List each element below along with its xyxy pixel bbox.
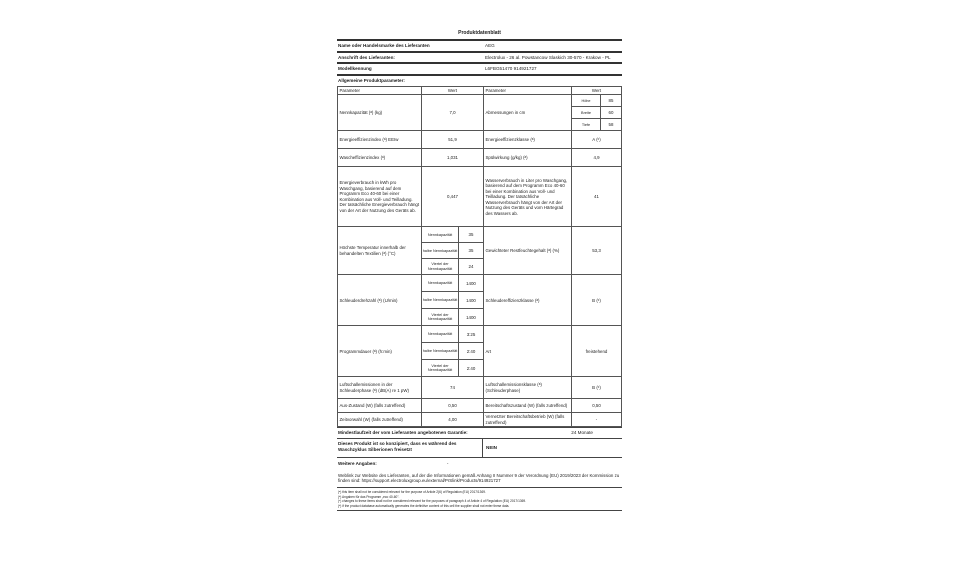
table-row	[338, 326, 622, 377]
footnote: (ᶜ) changes to these items shall not be considered relevant for the purposes of paragraph 4 of Article 4 of Regulation (EU) 2017/1369.	[338, 499, 527, 504]
sub-label: Tiefe	[572, 119, 601, 130]
sub-label: halbe Nennkapazität	[422, 292, 459, 308]
sub-value: 35	[468, 232, 474, 238]
sub-value: 1400	[466, 280, 476, 286]
col-value: Wert	[422, 86, 484, 95]
sub-label: Viertel der Nennkapazität	[422, 309, 459, 325]
sub-label: Viertel der Nennkapazität	[422, 259, 459, 274]
cell-value: B (ᶜ)	[572, 377, 622, 399]
further-label: Weitere Angaben:	[338, 461, 377, 467]
cell-value: 74	[422, 377, 484, 399]
sub-label: Höhe	[572, 95, 601, 106]
table-row	[338, 167, 622, 227]
cell-value: freistehend	[572, 326, 622, 377]
product-data-sheet	[337, 30, 622, 511]
sub-value: 1400	[466, 314, 476, 320]
spin-speed-cell	[422, 275, 484, 326]
guarantee-label: Mindestlaufzeit der vom Lieferanten angebotenen Garantie:	[338, 430, 468, 436]
cell-label: Vernetzter Bereitschaftsbetrieb (W) (falls zutreffend)	[484, 413, 572, 427]
col-param: Parameter	[338, 86, 422, 95]
cell-value: 0,50	[422, 399, 484, 413]
max-temp-cell	[422, 227, 484, 275]
sub-value: 24	[468, 264, 474, 270]
further-value: -	[446, 461, 449, 467]
silver-value: NEIN	[486, 445, 497, 451]
cell-value: B (ᶜ)	[572, 275, 622, 326]
table-row	[338, 131, 622, 149]
general-params-row	[337, 74, 622, 86]
table-row	[338, 95, 622, 131]
sub-label: Nennkapazität	[422, 227, 459, 242]
further-info-row	[337, 457, 622, 470]
duration-cell	[422, 326, 484, 377]
table-row	[338, 275, 622, 326]
guarantee-row	[337, 427, 622, 438]
cell-value: 4,9	[572, 149, 622, 167]
cell-label: Art	[484, 326, 572, 377]
sub-value: 35	[468, 248, 474, 254]
cell-value: 53,3	[572, 227, 622, 275]
cell-value: A (ᶜ)	[572, 131, 622, 149]
supplier-address-row	[337, 51, 622, 63]
col-param: Parameter	[484, 86, 572, 95]
cell-label: Gewichteter Restfeuchtegehalt (ᵃ) (%)	[484, 227, 572, 275]
cell-label: Waschefﬁzienzindex (ᵃ)	[338, 149, 422, 167]
cell-label: Programmdauer (ᵃ) (h:min)	[338, 326, 422, 377]
sub-label: halbe Nennkapazität	[422, 243, 459, 258]
cell-value: 0,447	[422, 167, 484, 227]
cell-value: 41	[572, 167, 622, 227]
footnotes	[337, 487, 622, 512]
sub-label: Breite	[572, 107, 601, 118]
cell-value: 7,0	[422, 95, 484, 131]
footnote: (ᵃ) this item shall not be considered relevant for the purpose of Article 2(6) of Regulation (EU) 2017/1369.	[338, 489, 486, 494]
cell-label: Wasserverbrauch in Liter pro Waschgang, basierend auf dem Programm Eco 40-60 bei einer Kombination aus Voll- und Teilladung. Der tatsächliche Wasserverbrauch hängt von der Art der Nutzung des Geräts und vom Härtegrad des Wassers ab.	[484, 167, 572, 227]
table-row	[338, 413, 622, 427]
sub-label: Viertel der Nennkapazität	[422, 360, 459, 376]
table-row	[338, 377, 622, 399]
table-row	[338, 399, 622, 413]
cell-label: Nennkapazität (ᵃ) (kg)	[338, 95, 422, 131]
cell-label: Schleuderdrehzahl (ᵃ) (U/min)	[338, 275, 422, 326]
row-label: Name oder Handelsmarke des Lieferanten	[338, 43, 430, 48]
table-row	[338, 149, 622, 167]
cell-label: Spülwirkung (g/kg) (ᵃ)	[484, 149, 572, 167]
row-value: Electrolux - 26 al. Powstancow Slaskich 30-570 - Krakow - PL	[485, 54, 611, 60]
cell-label: Luftschallemissionsklasse (ᵃ) (Schleuderphase)	[484, 377, 572, 399]
sub-value: 60	[608, 110, 614, 116]
cell-value: 51,9	[422, 131, 484, 149]
row-value: L6FBG51470 914921727	[485, 66, 537, 72]
silver-ions-row	[337, 438, 622, 457]
cell-label: Abmessungen in cm	[484, 95, 572, 131]
sub-value: 85	[608, 98, 614, 104]
sub-value: 1400	[466, 297, 476, 303]
sub-label: Nennkapazität	[422, 275, 459, 291]
cell-label: Bereitschaftszustand (W) (falls zutreffend)	[484, 399, 572, 413]
row-value: AEG	[485, 43, 495, 48]
table-header	[338, 86, 622, 95]
table-row	[338, 227, 622, 275]
guarantee-value: 24 Monate	[571, 430, 593, 436]
dimensions-cell	[572, 95, 622, 131]
cell-value: 1,031	[422, 149, 484, 167]
sub-label: Nennkapazität	[422, 326, 459, 342]
col-value: Wert	[572, 86, 622, 95]
sub-value: 2:40	[466, 348, 476, 354]
sub-value: 2:40	[466, 365, 476, 371]
footnote: (ᵈ) if the product database automatically generates the definitive content of this cell the supplier shall not enter these data.	[338, 503, 510, 508]
sheet-title: Produktdatenblatt	[458, 30, 501, 36]
sub-value: 58	[608, 122, 614, 128]
row-label: Modellkennung	[338, 66, 372, 72]
silver-label: Dieses Produkt ist so konzipiert, dass es während des Waschzyklus Silberionen freisetzt	[337, 439, 483, 457]
row-label: Allgemeine Produktparameter:	[338, 78, 405, 84]
parameters-table	[337, 86, 622, 428]
cell-label: Energieverbrauch in kWh pro Waschgang, basierend auf dem Programm Eco 40-60 bei einer Kombination aus Voll- und Teilladung. Der tatsächliche Energieverbrauch hängt von der Art der Nutzung des Geräts ab.	[338, 167, 422, 227]
cell-label: Schleudereffizienzklasse (ᵃ)	[484, 275, 572, 326]
row-label: Anschrift des Lieferanten:	[338, 54, 395, 60]
cell-label: Aus-Zustand (W) (falls zutreffend)	[338, 399, 422, 413]
cell-label: Luftschallemissionen in der Schleuderphase (ᵃ) (dB(A) re 1 pW)	[338, 377, 422, 399]
model-id-row	[337, 62, 622, 74]
sub-label: halbe Nennkapazität	[422, 343, 459, 359]
cell-label: Höchste Temperatur innerhalb der behandelten Textilien (ᵃ) (°C)	[338, 227, 422, 275]
cell-value: 4,00	[422, 413, 484, 427]
weblink-text: Weblink zur Website des Lieferanten, auf der die Informationen gemäß Anhang II Nummer 9 der Verordnung (EU) 2019/2023 der Kommission zu finden sind: https://support.electroluxgroup.eu/external/PrSlink/Products/914921727	[338, 472, 620, 484]
cell-label: Zeitvorwahl (W) (falls zutreffend)	[338, 413, 422, 427]
cell-label: Energieeffizienzindex (ᵃ) EEIw	[338, 131, 422, 149]
cell-value: -	[572, 413, 622, 427]
footnote: (ᵇ) Angaben für das Programm „eco 40-60".	[338, 494, 400, 499]
cell-label: Energieeffizienzklasse (ᵃ)	[484, 131, 572, 149]
cell-value: 0,50	[572, 399, 622, 413]
sub-value: 3:25	[466, 331, 476, 337]
supplier-name-row	[337, 39, 622, 51]
